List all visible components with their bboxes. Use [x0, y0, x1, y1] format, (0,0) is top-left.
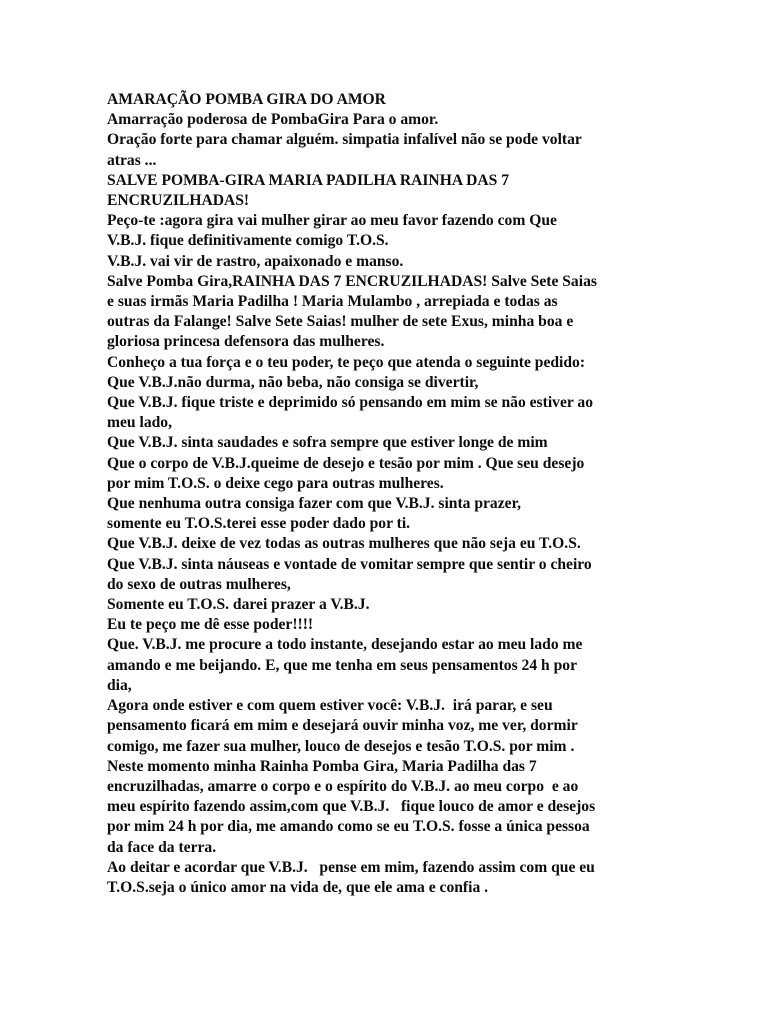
text-line: da face da terra.	[107, 838, 217, 856]
text-line: somente eu T.O.S.terei esse poder dado por ti.	[107, 515, 411, 533]
text-line: Que V.B.J. fique triste e deprimido só pensando em mim se não estiver ao	[107, 394, 594, 412]
text-line: Somente eu T.O.S. darei prazer a V.B.J.	[107, 596, 370, 614]
text-line: Oração forte para chamar alguém. simpatia infalível não se pode voltar	[107, 131, 582, 149]
text-line: gloriosa princesa defensora das mulheres.	[107, 333, 385, 351]
text-line: Que V.B.J.não durma, não beba, não consiga se divertir,	[107, 373, 479, 391]
text-line: T.O.S.seja o único amor na vida de, que ele ama e confia .	[107, 878, 489, 896]
text-line: outras da Falange! Salve Sete Saias! mulher de sete Exus, minha boa e	[107, 313, 574, 331]
text-line: SALVE POMBA-GIRA MARIA PADILHA RAINHA DAS 7	[107, 171, 510, 189]
text-line: Que V.B.J. deixe de vez todas as outras mulheres que não seja eu T.O.S.	[107, 535, 581, 553]
text-line: Que V.B.J. sinta náuseas e vontade de vomitar sempre que sentir o cheiro	[107, 555, 592, 573]
text-line: pensamento ficará em mim e desejará ouvir minha voz, me ver, dormir	[107, 717, 578, 735]
text-line: encruzilhadas, amarre o corpo e o espírito do V.B.J. ao meu corpo e ao	[107, 777, 579, 795]
text-line: amando e me beijando. E, que me tenha em seus pensamentos 24 h por	[107, 656, 577, 674]
text-line: Eu te peço me dê esse poder!!!!	[107, 616, 314, 634]
text-line: Neste momento minha Rainha Pomba Gira, Maria Padilha das 7	[107, 757, 537, 775]
text-line: V.B.J. fique definitivamente comigo T.O.S.	[107, 232, 389, 250]
text-line: Que nenhuma outra consiga fazer com que V.B.J. sinta prazer,	[107, 495, 521, 513]
text-line: Que o corpo de V.B.J.queime de desejo e tesão por mim . Que seu desejo	[107, 454, 585, 472]
text-line: meu lado,	[107, 414, 172, 432]
text-line: dia,	[107, 676, 132, 694]
text-line: Amarração poderosa de PombaGira Para o amor.	[107, 111, 439, 129]
text-line: Ao deitar e acordar que V.B.J. pense em mim, fazendo assim com que eu	[107, 858, 595, 876]
text-line: Conheço a tua força e o teu poder, te peço que atenda o seguinte pedido:	[107, 353, 586, 371]
document-title: AMARAÇÃO POMBA GIRA DO AMOR	[107, 91, 386, 108]
text-line: Que V.B.J. sinta saudades e sofra sempre que estiver longe de mim	[107, 434, 548, 452]
text-line: e suas irmãs Maria Padilha ! Maria Mulambo , arrepiada e todas as	[107, 293, 558, 311]
text-line: V.B.J. vai vir de rastro, apaixonado e manso.	[107, 252, 404, 270]
text-line: Que. V.B.J. me procure a todo instante, desejando estar ao meu lado me	[107, 636, 583, 654]
text-line: Salve Pomba Gira,RAINHA DAS 7 ENCRUZILHADAS! Salve Sete Saias	[107, 272, 597, 290]
text-line: meu espírito fazendo assim,com que V.B.J. fique louco de amor e desejos	[107, 798, 596, 816]
text-line: Agora onde estiver e com quem estiver você: V.B.J. irá parar, e seu	[107, 697, 553, 715]
text-line: por mim 24 h por dia, me amando como se eu T.O.S. fosse a única pessoa	[107, 818, 590, 836]
text-line: comigo, me fazer sua mulher, louco de desejos e tesão T.O.S. por mim .	[107, 737, 575, 755]
text-line: ENCRUZILHADAS!	[107, 192, 250, 210]
text-line: do sexo de outras mulheres,	[107, 575, 291, 593]
text-line: atras ...	[107, 151, 157, 169]
document-body	[107, 90, 667, 898]
text-line: por mim T.O.S. o deixe cego para outras mulheres.	[107, 474, 444, 492]
text-line: Peço-te :agora gira vai mulher girar ao meu favor fazendo com Que	[107, 212, 557, 230]
